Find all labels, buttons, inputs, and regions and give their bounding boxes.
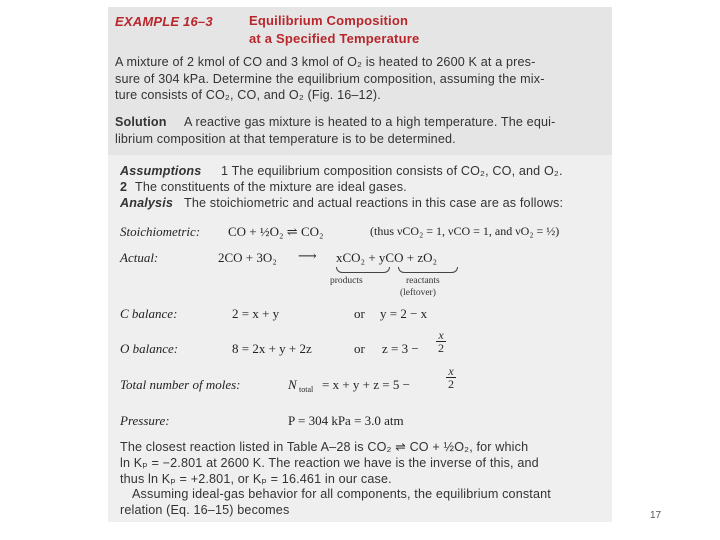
actual-label: Actual:: [120, 250, 159, 265]
assumptions-line-2: The constituents of the mixture are ideal gases.: [135, 180, 407, 194]
closing-line-5: relation (Eq. 16–15) becomes: [120, 503, 290, 517]
leftover-label: (leftover): [400, 288, 436, 298]
solution-line-1: A reactive gas mixture is heated to a high temperature. The equi-: [184, 115, 556, 129]
example-title-line1: Equilibrium Composition: [249, 13, 409, 28]
problem-line-1: A mixture of 2 kmol of CO and 3 kmol of O₂ is heated to 2600 K at a pres-: [115, 55, 536, 69]
stoichiometric-note: (thus νCO₂ = 1, νCO = 1, and νO₂ = ½): [370, 224, 560, 238]
reactants-brace: [398, 267, 458, 273]
assumption-number-2: 2: [120, 180, 128, 194]
closing-line-2: ln Kₚ = −2.801 at 2600 K. The reaction we have is the inverse of this, and: [120, 456, 539, 470]
analysis-label: Analysis: [120, 196, 174, 210]
total-moles-equation: = x + y + z = 5 −: [322, 377, 410, 392]
products-brace: [336, 267, 390, 273]
problem-line-3: ture consists of CO₂, CO, and O₂ (Fig. 16–12).: [115, 88, 381, 102]
c-balance-alternate: y = 2 − x: [380, 306, 428, 321]
total-moles-symbol: N: [288, 377, 297, 392]
solution-label: Solution: [115, 115, 167, 129]
slide-number: 17: [650, 510, 662, 521]
example-label: EXAMPLE 16–3: [115, 14, 213, 29]
assumptions-label: Assumptions: [120, 164, 202, 178]
reaction-arrow: ⟶: [298, 248, 317, 263]
actual-products: xCO₂ + yCO + zO₂: [336, 250, 438, 265]
c-balance-label: C balance:: [120, 306, 178, 321]
closing-line-3: thus ln Kₚ = +2.801, or Kₚ = 16.461 in our case.: [120, 472, 392, 486]
reactants-label: reactants: [406, 276, 440, 286]
actual-reactants: 2CO + 3O₂: [218, 250, 277, 265]
textbook-page: [108, 7, 612, 522]
closing-line-1: The closest reaction listed in Table A–28 is CO₂ ⇌ CO + ½O₂, for which: [120, 440, 529, 454]
example-title-line2: at a Specified Temperature: [249, 31, 420, 46]
o-balance-equation: 8 = 2x + y + 2z: [232, 341, 312, 356]
c-balance-equation: 2 = x + y: [232, 306, 280, 321]
c-balance-or: or: [354, 306, 365, 321]
pressure-equation: P = 304 kPa = 3.0 atm: [288, 413, 404, 428]
solution-line-2: librium composition at that temperature is to be determined.: [115, 132, 456, 146]
products-label: products: [330, 276, 363, 286]
pressure-label: Pressure:: [120, 413, 170, 428]
o-balance-fraction: $\frac{x}{2}$: [438, 328, 444, 355]
o-balance-or: or: [354, 341, 365, 356]
o-balance-alternate: z = 3 −: [382, 341, 419, 356]
total-moles-fraction: $\frac{x}{2}$: [448, 364, 454, 391]
problem-line-2: sure of 304 kPa. Determine the equilibrium composition, assuming the mix-: [115, 72, 545, 86]
analysis-text: The stoichiometric and actual reactions in this case are as follows:: [184, 196, 564, 210]
o-balance-label: O balance:: [120, 341, 179, 356]
closing-line-4: Assuming ideal-gas behavior for all components, the equilibrium constant: [132, 487, 551, 501]
stoichiometric-equation: CO + ½O₂ ⇌ CO₂: [228, 224, 324, 239]
assumptions-line-1: 1 The equilibrium composition consists of CO₂, CO, and O₂.: [221, 164, 563, 178]
total-moles-subscript: total: [299, 385, 314, 394]
total-moles-label: Total number of moles:: [120, 377, 241, 392]
stoichiometric-label: Stoichiometric:: [120, 224, 201, 239]
